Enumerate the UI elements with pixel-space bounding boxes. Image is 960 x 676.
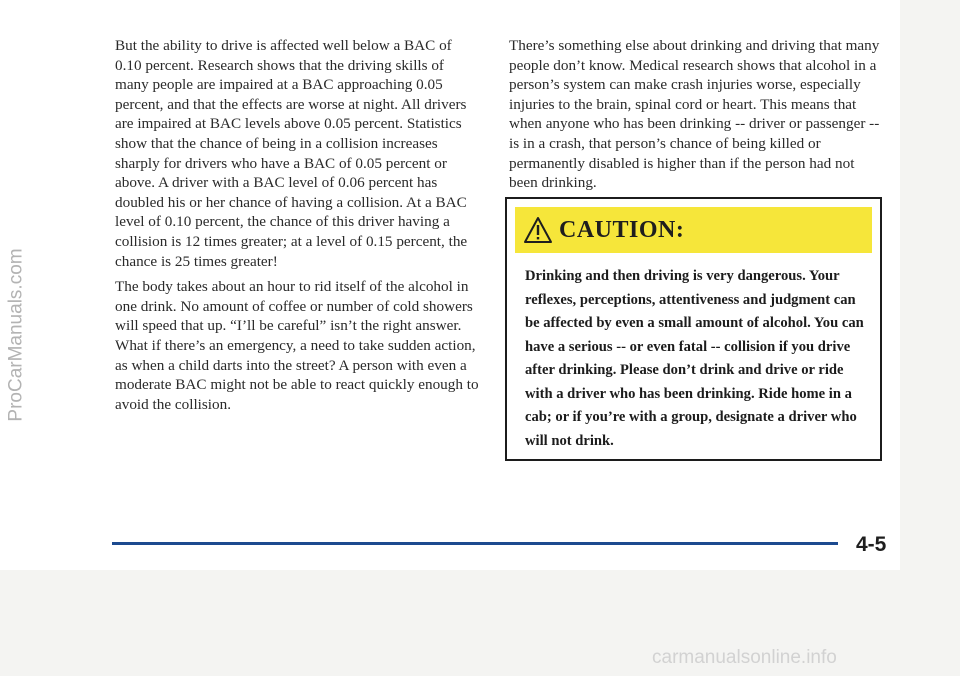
bottom-watermark: carmanualsonline.info [652, 647, 837, 668]
left-paragraph-2: The body takes about an hour to rid itself of the alcohol in one drink. No amount of coffee or number of cold showers will speed that up. “I’ll be careful” isn’t the right answer. What if there’s an emergency, a need to take sudden action, as when a child darts into the street? A person with even a moderate BAC might not be able to react quickly enough to avoid the collision. [115, 278, 479, 413]
side-watermark [2, 15, 32, 655]
warning-triangle-icon [523, 216, 553, 244]
page-number: 4-5 [856, 533, 887, 556]
caution-title: CAUTION: [559, 216, 685, 243]
side-watermark-text: ProCarManuals.com [6, 248, 28, 422]
footer-rule [112, 542, 838, 545]
left-paragraph-1: But the ability to drive is affected well below a BAC of 0.10 percent. Research shows that the driving skills of many people are impaired at a BAC approaching 0.05 percent, and that the effects are worse at night. All drivers are impaired at BAC levels above 0.05 percent. Statistics show that the chance of being in a collision increases sharply for drivers who have a BAC of 0.05 percent or above. A driver with a BAC level of 0.06 percent has doubled his or her chance of having a collision. At a BAC level of 0.10 percent, the chance of this driver having a collision is 12 times greater; at a level of 0.15 percent, the chance is 25 times greater! [115, 37, 468, 270]
left-column [115, 36, 480, 420]
caution-text: Drinking and then driving is very dangerous. Your reflexes, perceptions, attentiveness and judgment can be affected by even a small amount of alcohol. You can have a serious -- or even fatal -- collision if you drive after drinking. Please don’t drink and drive or ride with a driver who has been drinking. Ride home in a cab; or if you’re with a group, designate a driver who will not drink. [525, 268, 864, 449]
right-paragraph: There’s something else about drinking and driving that many people don’t know. Medical research shows that alcohol in a person’s system can make crash injuries worse, especially injuries to the brain, spinal cord or heart. This means that when anyone who has been drinking -- driver or passenger -- is in a crash, that person’s chance of being killed or permanently disabled is higher than if the person had not been drinking. [509, 37, 880, 192]
right-column [509, 36, 885, 193]
caution-box [505, 197, 882, 461]
caution-header [515, 207, 872, 253]
